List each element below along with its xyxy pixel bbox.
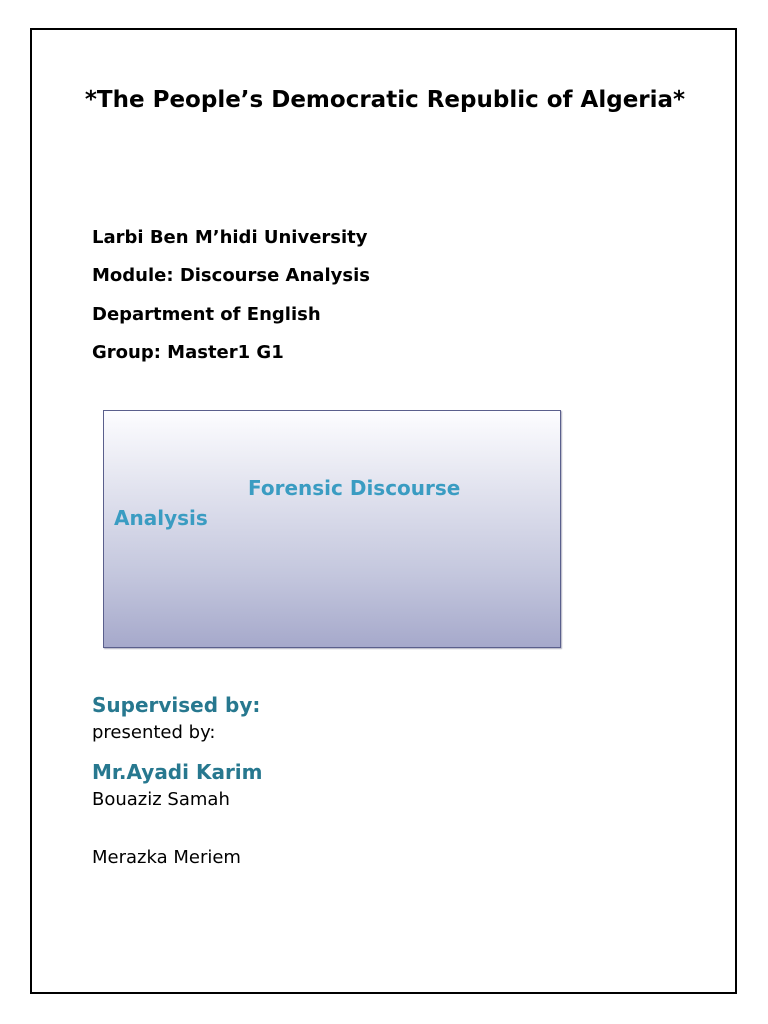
supervised-by-label: Supervised by: xyxy=(92,693,261,717)
topic-title-line-1: Forensic Discourse xyxy=(248,476,461,500)
module-name: Module: Discourse Analysis xyxy=(92,265,370,286)
page-title: *The People’s Democratic Republic of Algeria* xyxy=(84,87,686,113)
topic-title-line-2: Analysis xyxy=(114,506,208,530)
group-name: Group: Master1 G1 xyxy=(92,342,284,363)
student-name: Merazka Meriem xyxy=(92,847,241,868)
topic-box xyxy=(103,410,561,648)
university-name: Larbi Ben M’hidi University xyxy=(92,227,368,248)
supervisor-name: Mr.Ayadi Karim xyxy=(92,760,263,784)
student-name: Bouaziz Samah xyxy=(92,789,230,810)
department-name: Department of English xyxy=(92,304,321,325)
presented-by-label: presented by: xyxy=(92,722,216,743)
